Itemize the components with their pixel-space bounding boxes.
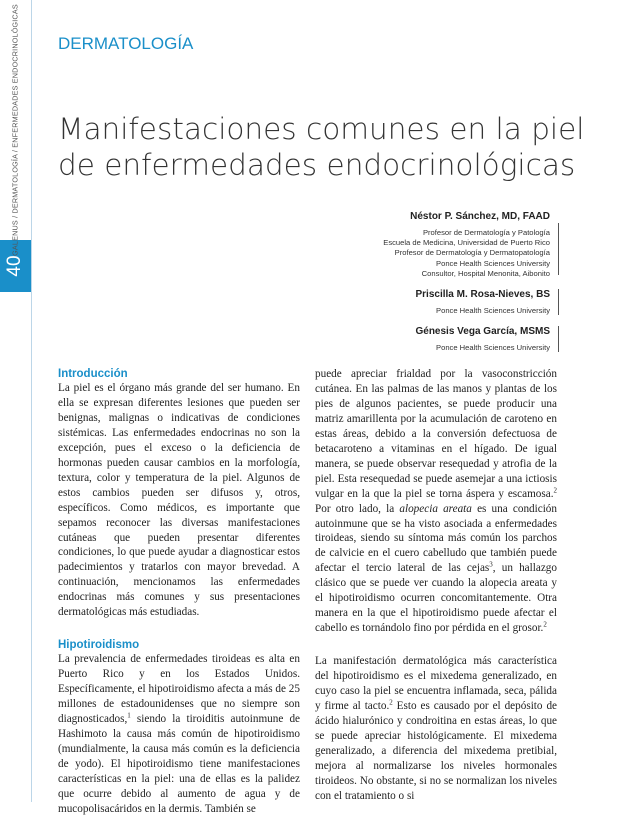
author-affiliation: Profesor de Dermatología y Dermatopatología: [394, 248, 550, 258]
author-block-1: [383, 211, 550, 279]
author-affiliation: Ponce Health Sciences University: [436, 306, 550, 315]
body-column-right: [315, 367, 557, 804]
section-label: DERMATOLOGÍA: [58, 34, 194, 53]
author-name: Néstor P. Sánchez, MD, FAAD: [410, 211, 550, 222]
article-title: [58, 111, 584, 183]
sidebar-rule: [31, 0, 32, 802]
body-column-left: [58, 367, 300, 817]
page-number: 40: [4, 255, 25, 277]
hypo-paragraph-cont: puede apreciar frialdad por la vasoconstricción cutánea. En las palmas de las manos y plantas de los pies de algunos pacientes, se puede producir una matriz amarillenta por la acumulación de caroteno en estas áreas, debido a la conversión defectuosa de betacaroteno a vitaminas en el hígado. De igual manera, se puede observar resequedad y atrofia de la piel. Esta resequedad se puede asemejar a una ictiosis vulgar en la que la piel se torna áspera y escamosa.$^2$ Por otro lado, la alopecia areata es una condición autoinmune que se ha visto asociada a enfermedades tiroideas, siendo su síntoma más común los parchos de calvicie en el cuero cabelludo que también puede afectar el tercio lateral de las cejas$^3$, un hallazgo clásico que se puede ver cuando la alopecia areata y el hipotiroidismo ocurren concomitantemente. Otra manera en la que el hipotiroidismo puede afectar el cabello es tornándolo fino por pérdida en el grosor.$^2$: [315, 368, 557, 635]
author-affiliation: Consultor, Hospital Menonita, Aibonito: [421, 268, 550, 278]
title-line-1: Manifestaciones comunes en la piel: [58, 112, 585, 146]
author-affiliation: Ponce Health Sciences University: [436, 258, 550, 268]
author-block-3: [415, 326, 550, 353]
intro-paragraph: La piel es el órgano más grande del ser humano. En ella se expresan diferentes lesiones que pueden ser benignas, malignas o indicativas de condiciones sistémicas. Las enfermedades endocrinas no son la excepción, pues el exceso o la deficiencia de hormonas pueden causar cambios en la morfología, textura, color y temperatura de la piel. Algunos de estos cambios pueden ser difusos y, otros, específicos. Como médicos, es importante que sepamos reconocer las diversas manifestaciones cutáneas que pueden presentar diferentes condiciones, lo que puede ayudar a diagnosticar estos padecimientos y tratarlos con mayor brevedad. A continuación, mencionamos las enfermedades endocrinas más comunes y sus presentaciones dermatológicas más estudiadas.: [58, 382, 300, 619]
reference-mark: 2: [389, 698, 393, 707]
author-affiliation: Ponce Health Sciences University: [436, 343, 550, 352]
author-rule: [558, 223, 559, 275]
reference-mark: 3: [489, 560, 493, 569]
intro-heading: Introducción: [58, 368, 128, 380]
author-name: Génesis Vega García, MSMS: [415, 326, 550, 337]
author-rule: [558, 289, 559, 315]
author-affiliation: Profesor de Dermatología y Patología: [422, 228, 550, 237]
reference-mark: 1: [127, 711, 131, 720]
reference-mark: 2: [543, 620, 547, 629]
author-rule: [558, 326, 559, 352]
author-block-2: [415, 289, 550, 316]
running-head: GALENUS / DERMATOLOGÍA / ENFERMEDADES ENDOCRINOLÓGICAS: [10, 4, 20, 256]
title-line-2: de enfermedades endocrinológicas: [58, 148, 576, 182]
author-name: Priscilla M. Rosa-Nieves, BS: [415, 289, 550, 300]
hypo-heading: Hipotiroidismo: [58, 639, 140, 652]
reference-mark: 2: [553, 485, 557, 494]
myxedema-paragraph: La manifestación dermatológica más característica del hipotiroidismo es el mixedema generalizado, en cuyo caso la piel se encuentra inflamada, seca, pálida y firme al tacto.$^2$ Esto es causado por el depósito de ácido hialurónico y condroitina en estas áreas, lo que se puede apreciar histológicamente. El mixedema generalizado, a diferencia del mixedema pretibial, mejora al normalizarse los niveles hormonales tiroideos. No obstante, si no se normalizan los niveles con el tratamiento o si: [315, 655, 557, 802]
hypo-paragraph: La prevalencia de enfermedades tiroideas es alta en Puerto Rico y en los Estados Unidos. Específicamente, el hipotiroidismo afecta a más de 25 millones de estadounidenses que no siempre son diagnosticados,$^1$ siendo la tiroiditis autoinmune de Hashimoto la causa más común de hipotiroidismo (mundialmente, la causa más común es la deficiencia de yodo). El hipotiroidismo tiene manifestaciones características en la piel: una de ellas es la palidez que ocurre debido al aumento de agua y de mucopolisacáridos en la dermis. También se: [58, 653, 300, 815]
author-affiliation: Escuela de Medicina, Universidad de Puerto Rico: [383, 238, 550, 248]
italic-term: alopecia areata: [399, 502, 472, 515]
